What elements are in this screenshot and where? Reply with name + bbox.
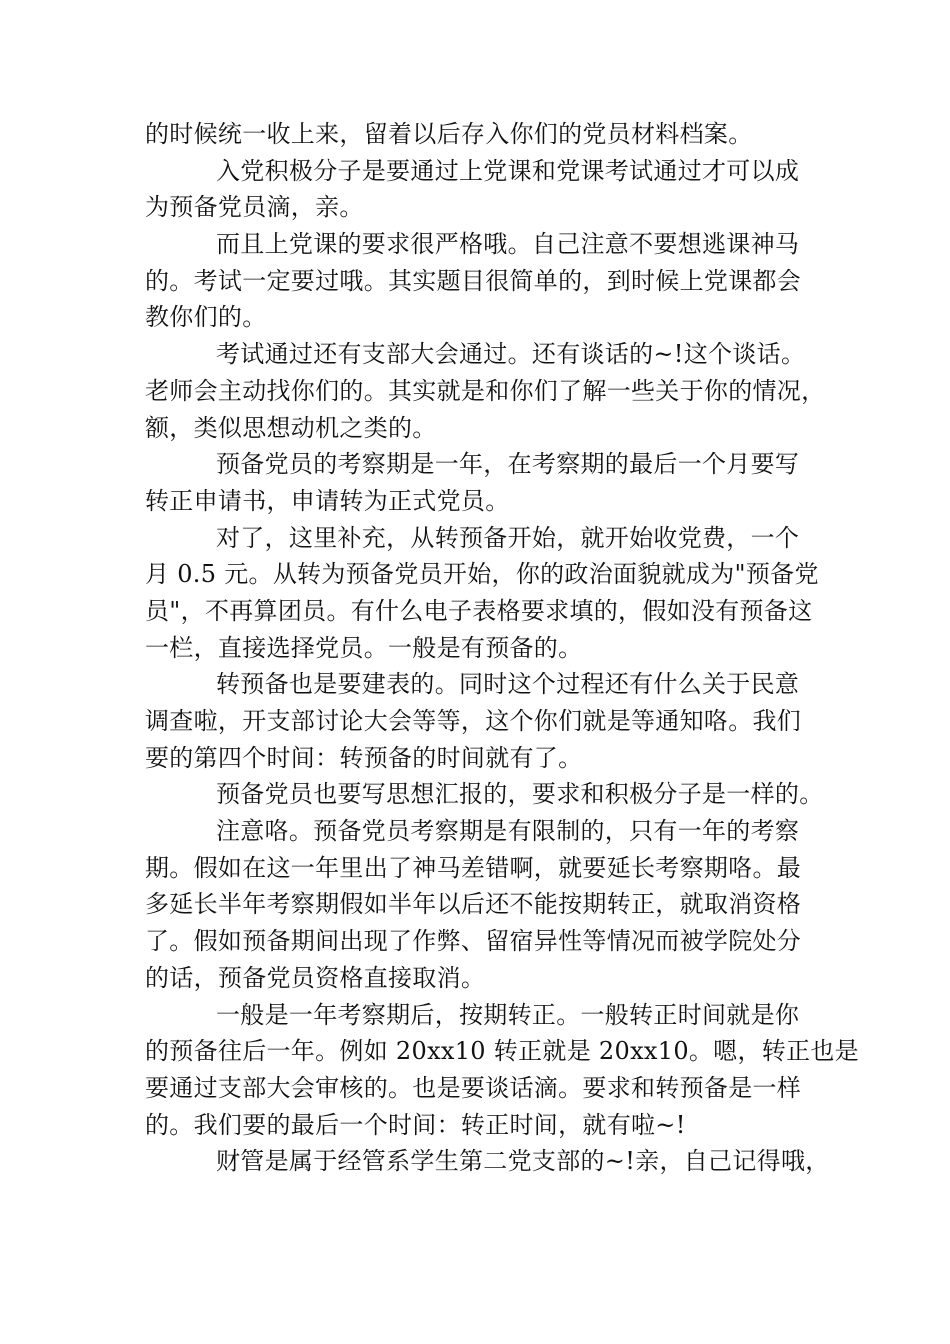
- text-line: 月 0.5 元。从转为预备党员开始，你的政治面貌就成为"预备党: [145, 560, 819, 589]
- text-line: 员"，不再算团员。有什么电子表格要求填的，假如没有预备这: [145, 596, 813, 625]
- text-line: 对了，这里补充，从转预备开始，就开始收党费，一个: [216, 523, 800, 552]
- text-line: 额，类似思想动机之类的。: [145, 413, 437, 442]
- text-line: 而且上党课的要求很严格哦。自己注意不要想逃课神马: [216, 230, 800, 259]
- text-line: 期。假如在这一年里出了神马差错啊，就要延长考察期咯。最: [145, 853, 802, 882]
- text-line: 调查啦，开支部讨论大会等等，这个你们就是等通知咯。我们: [145, 707, 802, 735]
- text-line: 转正申请书，申请转为正式党员。: [145, 486, 510, 515]
- text-line: 为预备党员滴，亲。: [145, 193, 364, 222]
- text-line: 老师会主动找你们的。其实就是和你们了解一些关于你的情况，: [145, 376, 826, 405]
- text-line: 一般是一年考察期后，按期转正。一般转正时间就是你: [216, 1000, 800, 1029]
- text-line: 的。考试一定要过哦。其实题目很简单的，到时候上党课都会: [145, 266, 802, 295]
- text-line: 一栏，直接选择党员。一般是有预备的。: [145, 633, 583, 662]
- text-line: 转预备也是要建表的。同时这个过程还有什么关于民意: [216, 670, 800, 699]
- text-line: 了。假如预备期间出现了作弊、留宿异性等情况而被学院处分: [145, 927, 802, 956]
- text-line: 的。我们要的最后一个时间：转正时间，就有啦~!: [145, 1110, 686, 1139]
- text-line: 的预备往后一年。例如 20xx10 转正就是 20xx10。嗯，转正也是: [145, 1037, 859, 1066]
- text-line: 考试通过还有支部大会通过。还有谈话的~!这个谈话。: [216, 340, 806, 369]
- text-line: 预备党员也要写思想汇报的，要求和积极分子是一样的。: [216, 780, 824, 809]
- text-line: 多延长半年考察期假如半年以后还不能按期转正，就取消资格: [145, 890, 802, 919]
- text-line: 预备党员的考察期是一年，在考察期的最后一个月要写: [216, 450, 800, 479]
- text-line: 要通过支部大会审核的。也是要谈话滴。要求和转预备是一样: [145, 1073, 802, 1102]
- text-line: 教你们的。: [145, 303, 267, 332]
- text-line: 入党积极分子是要通过上党课和党课考试通过才可以成: [216, 156, 800, 185]
- document-body: [145, 116, 859, 1180]
- text-line: 的时候统一收上来，留着以后存入你们的党员材料档案。: [145, 120, 753, 148]
- text-line: 要的第四个时间：转预备的时间就有了。: [145, 743, 583, 772]
- text-line: 的话，预备党员资格直接取消。: [145, 963, 486, 992]
- text-line: 财管是属于经管系学生第二党支部的~!亲，自己记得哦，: [216, 1147, 830, 1176]
- text-line: 注意咯。预备党员考察期是有限制的，只有一年的考察: [216, 817, 800, 846]
